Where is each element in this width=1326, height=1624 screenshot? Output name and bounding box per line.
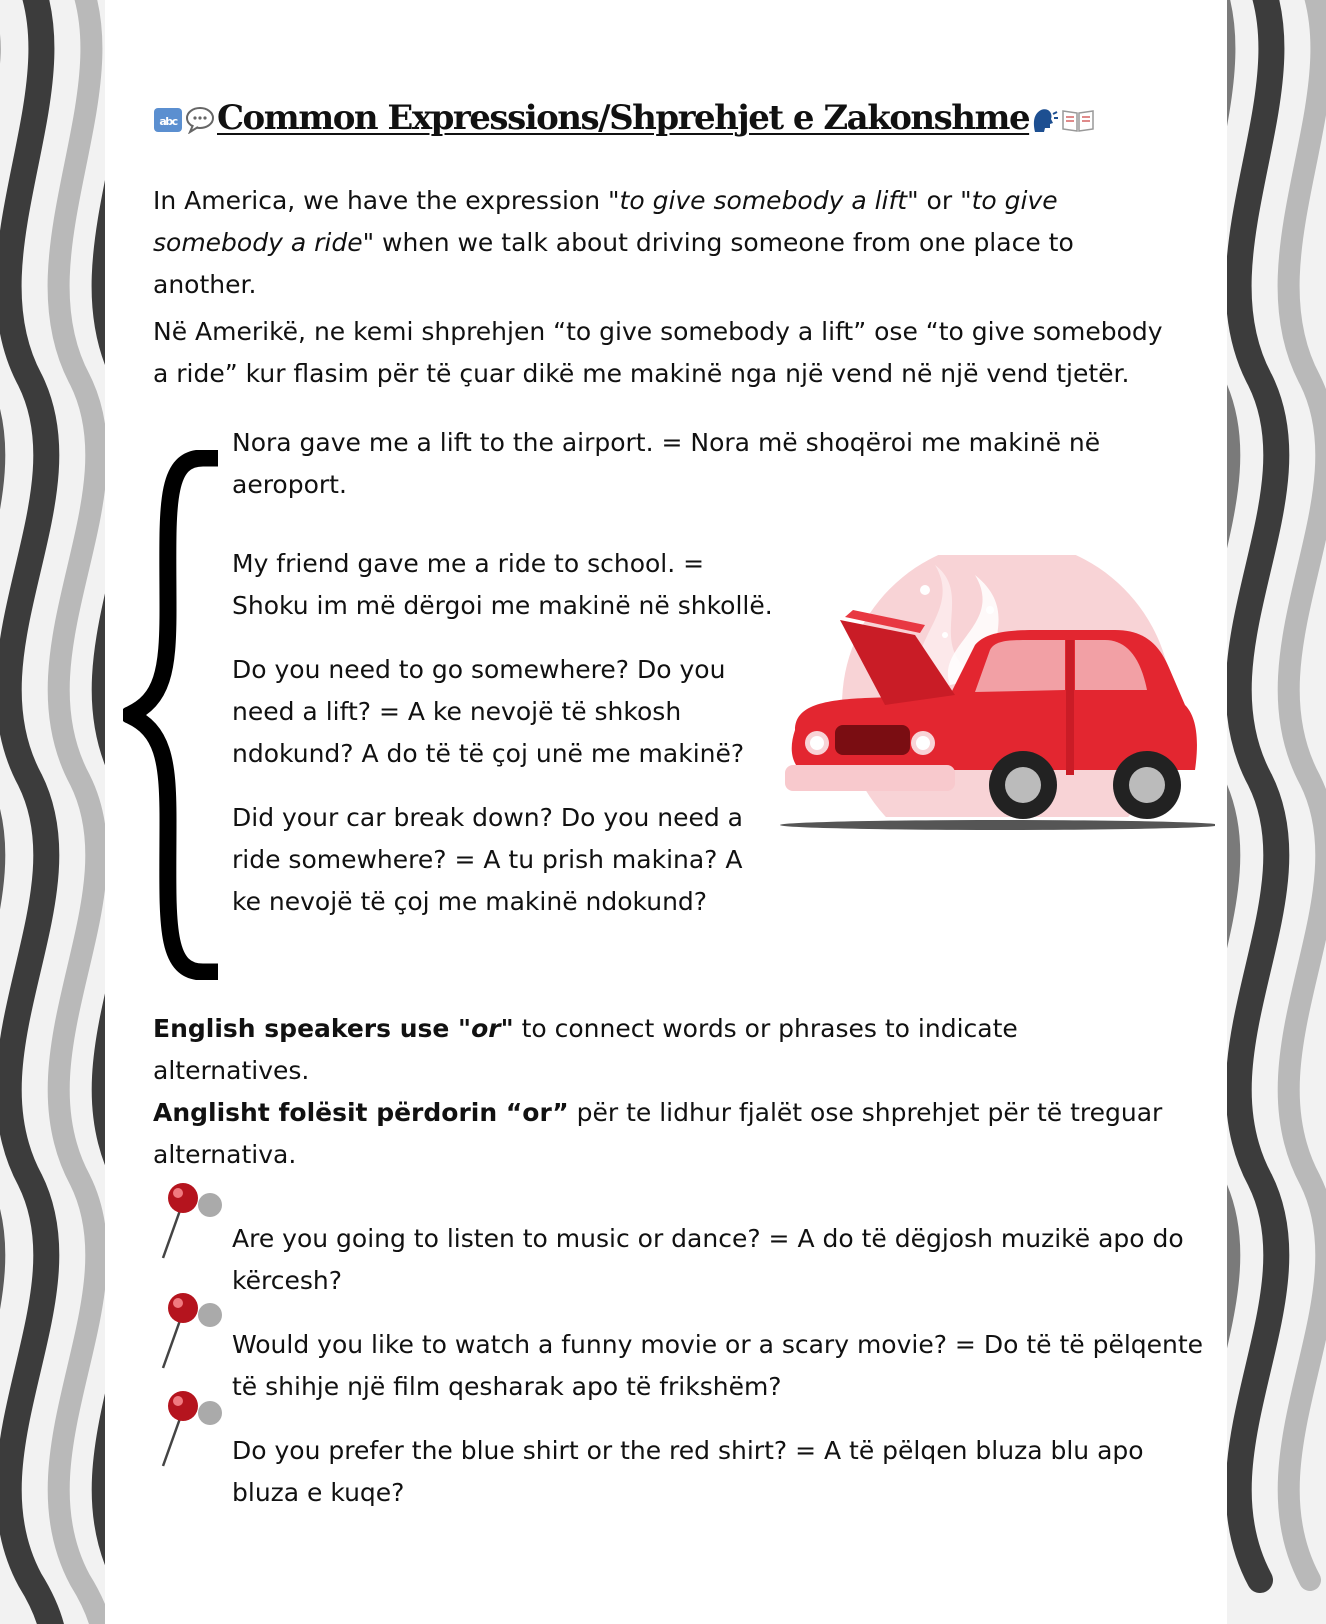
intro-en-part3: " when we talk about driving someone from one place to another. (153, 228, 1074, 299)
pushpin-icon (155, 1180, 235, 1260)
svg-text:abc: abc (159, 115, 177, 128)
or-rule-albanian (153, 1092, 1163, 1176)
lift-example-1: Nora gave me a lift to the airport. = Nora më shoqëroi me makinë në aeroport. (232, 428, 1101, 499)
or-rule-en-bold: English speakers use " (153, 1014, 472, 1043)
intro-en-italic1: to give somebody a lift (619, 186, 908, 215)
curly-brace (123, 450, 223, 980)
intro-english (153, 180, 1163, 306)
speaking-head-icon (1029, 106, 1059, 134)
or-rule-english (153, 1008, 1163, 1092)
intro-en-part1: In America, we have the expression " (153, 186, 620, 215)
or-rule-sq-bold: Anglisht folësit përdorin “or” (153, 1098, 569, 1127)
title-text: Common Expressions/Shprehjet e Zakonshme (217, 98, 1030, 138)
or-example-2: Would you like to watch a funny movie or a scary movie? = Do të të pëlqente të shihje një film qesharak apo të frikshëm? (232, 1330, 1204, 1401)
intro-albanian: Në Amerikë, ne kemi shprehjen “to give somebody a lift” ose “to give somebody a ride” kur flasim për të çuar dikë me makinë nga një vend në një vend tjetër. (153, 317, 1163, 388)
or-rule-en-or: or (471, 1014, 501, 1043)
or-rule-en-quote: " (500, 1014, 514, 1043)
pushpin-icon (155, 1388, 235, 1468)
lift-example-3: Do you need to go somewhere? Do you need a lift? = A ke nevojë të shkosh ndokund? A do të të çoj unë me makinë? (232, 655, 745, 768)
intro-en-italic2: to give somebody a ride (153, 186, 1058, 257)
or-example-3: Do you prefer the blue shirt or the red shirt? = A të pëlqen bluza blu apo bluza e kuqe? (232, 1436, 1144, 1507)
page-title (153, 98, 1097, 138)
broken-car-illustration (775, 555, 1215, 860)
or-example-1: Are you going to listen to music or dance? = A do të dëgjosh muzikë apo do kërcesh? (232, 1224, 1184, 1295)
lift-example-2: My friend gave me a ride to school. = Shoku im më dërgoi me makinë në shkollë. (232, 549, 773, 620)
or-rule-en-rest: to connect words or phrases to indicate alternatives. (153, 1014, 1018, 1085)
open-book-icon (1061, 107, 1095, 133)
lift-example-4: Did your car break down? Do you need a ride somewhere? = A tu prish makina? A ke nevojë të çoj me makinë ndokund? (232, 803, 743, 916)
pushpin-icon (155, 1290, 235, 1370)
or-rule-sq-rest: për te lidhur fjalët ose shprehjet për të treguar alternativa. (153, 1098, 1163, 1169)
speech-bubble-icon (185, 106, 215, 134)
abc-icon (153, 107, 183, 133)
intro-en-part2: " or " (907, 186, 972, 215)
document-page (105, 0, 1227, 1624)
